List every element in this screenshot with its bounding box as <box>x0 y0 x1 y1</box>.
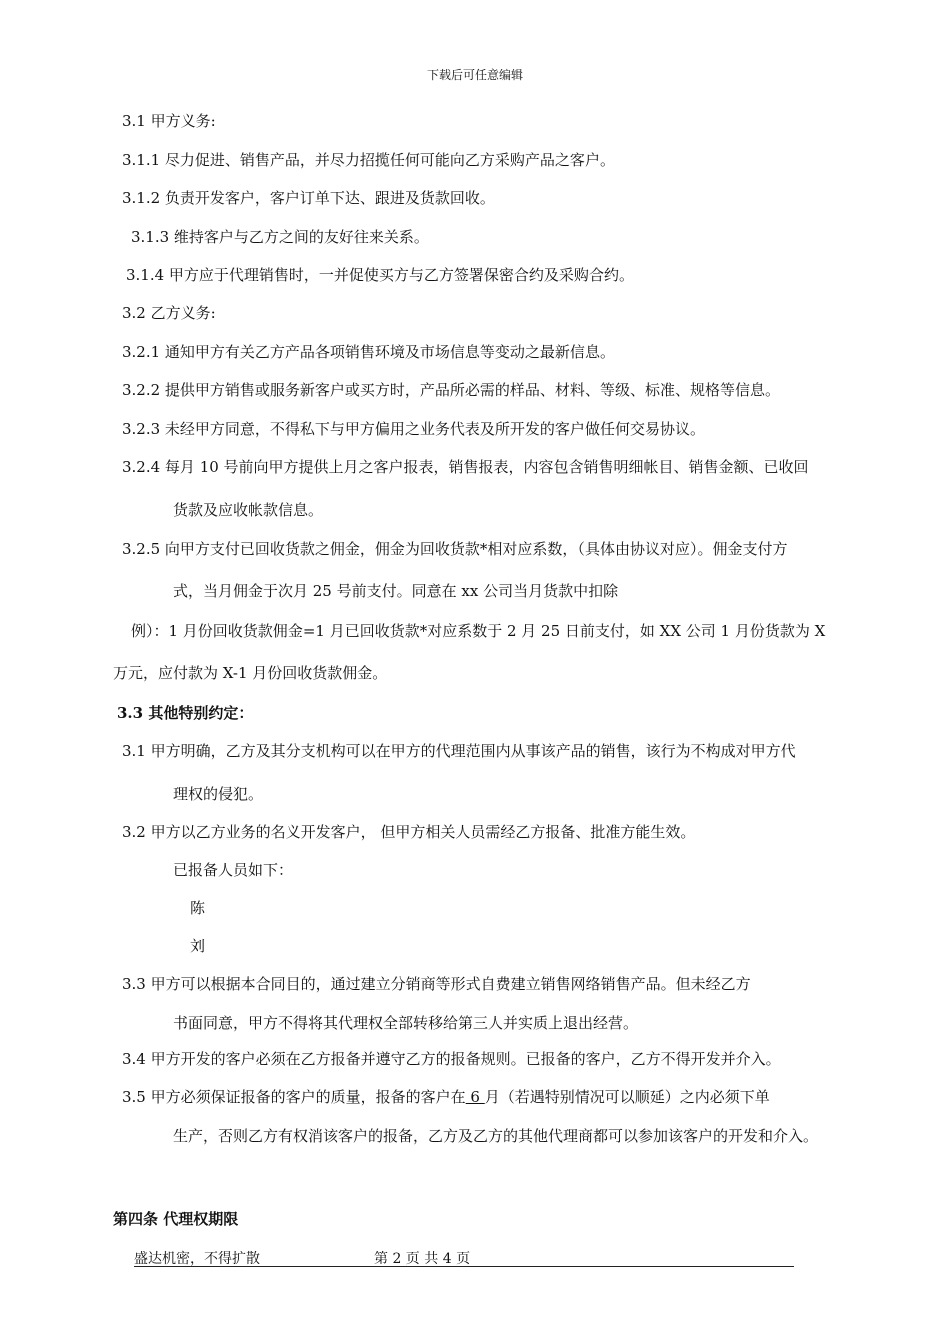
underlined-months: 6 <box>465 1088 485 1106</box>
special-clause-3-5-cont: 生产，否则乙方有权消该客户的报备，乙方及乙方的其他代理商都可以参加该客户的开发和介入。 <box>173 1127 819 1145</box>
clause-3-1-4: 3.1.4 甲方应于代理销售时，一并促使买方与乙方签署保密合约及采购合约。 <box>126 266 634 284</box>
page-header: 下载后可任意编辑 <box>426 68 523 82</box>
clause-3-1-3: 3.1.3 维持客户与乙方之间的友好往来关系。 <box>131 228 429 246</box>
clause-3-2-4-cont: 货款及应收帐款信息。 <box>173 501 324 519</box>
footer-confidential: 盛达机密，不得扩散 <box>134 1251 260 1267</box>
clause-3-2-5: 3.2.5 向甲方支付已回收货款之佣金，佣金为回收货款*相对应系数，（具体由协议对应）。佣金支付方 <box>122 540 788 558</box>
special-clause-3-3-cont: 书面同意，甲方不得将其代理权全部转移给第三人并实质上退出经营。 <box>173 1014 639 1032</box>
clause-3-1-2: 3.1.2 负责开发客户，客户订单下达、跟进及货款回收。 <box>122 189 495 207</box>
special-clause-3-5 <box>122 1086 770 1107</box>
special-clause-3-2: 3.2 甲方以乙方业务的名义开发客户， 但甲方相关人员需经乙方报备、批准方能生效。 <box>122 823 696 841</box>
clause-text: 月（若遇特别情况可以顺延）之内必须下单 <box>484 1088 770 1106</box>
special-clause-3-1: 3.1 甲方明确，乙方及其分支机构可以在甲方的代理范围内从事该产品的销售，该行为不构成对甲方代 <box>122 742 796 760</box>
clause-3-2-5-example-cont: 万元，应付款为 X-1 月份回收货款佣金。 <box>113 664 388 682</box>
clause-3-2-3: 3.2.3 未经甲方同意，不得私下与甲方偏用之业务代表及所开发的客户做任何交易协议。 <box>122 420 705 438</box>
clause-3-1-1: 3.1.1 尽力促进、销售产品，并尽力招揽任何可能向乙方采购产品之客户。 <box>122 151 615 169</box>
section-3-3-heading: 3.3 其他特别约定： <box>117 704 254 722</box>
clause-3-2-5-cont: 式，当月佣金于次月 25 号前支付。同意在 xx 公司当月货款中扣除 <box>173 582 619 600</box>
special-clause-3-1-cont: 理权的侵犯。 <box>173 785 264 803</box>
clause-3-2-5-example: 例）：1 月份回收货款佣金=1 月已回收货款*对应系数于 2 月 25 日前支付，如 XX 公司 1 月份货款为 X <box>131 622 826 640</box>
article-4-heading: 第四条 代理权期限 <box>113 1210 239 1228</box>
registered-staff-item: 刘 <box>190 937 206 955</box>
clause-3-2-4: 3.2.4 每月 10 号前向甲方提供上月之客户报表，销售报表，内容包含销售明细帐目、销售金额、已收回 <box>122 458 809 476</box>
registered-staff-item: 陈 <box>190 899 206 917</box>
section-3-2-heading: 3.2 乙方义务: <box>122 304 216 322</box>
clause-3-2-1: 3.2.1 通知甲方有关乙方产品各项销售环境及市场信息等变动之最新信息。 <box>122 343 615 361</box>
registered-staff-label: 已报备人员如下： <box>173 861 294 879</box>
page-footer <box>134 1248 794 1267</box>
section-3-1-heading: 3.1 甲方义务: <box>122 112 216 130</box>
clause-3-2-2: 3.2.2 提供甲方销售或服务新客户或买方时，产品所必需的样品、材料、等级、标准、规格等信息。 <box>122 381 780 399</box>
footer-page-number: 第 2 页 共 4 页 <box>374 1251 471 1267</box>
special-clause-3-4: 3.4 甲方开发的客户必须在乙方报备并遵守乙方的报备规则。已报备的客户，乙方不得开发并介入。 <box>122 1050 781 1068</box>
clause-text: 3.5 甲方必须保证报备的客户的质量，报备的客户在 <box>122 1088 466 1106</box>
special-clause-3-3: 3.3 甲方可以根据本合同目的，通过建立分销商等形式自费建立销售网络销售产品。但未经乙方 <box>122 975 751 993</box>
